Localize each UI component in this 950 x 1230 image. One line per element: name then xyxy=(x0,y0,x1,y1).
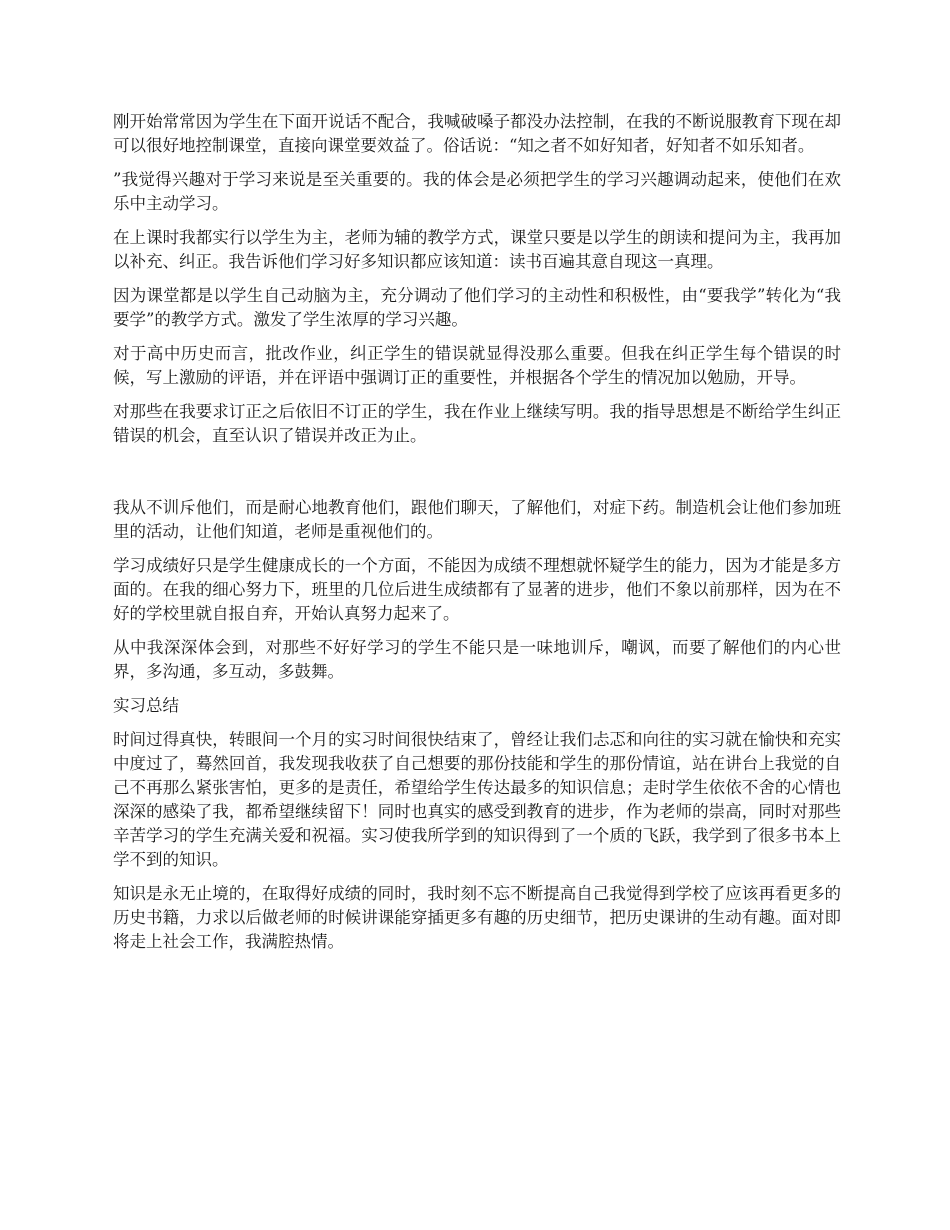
paragraph-classroom-control: 刚开始常常因为学生在下面开说话不配合，我喊破嗓子都没办法控制，在我的不断说服教育下现在却可以很好地控制课堂，直接向课堂要效益了。俗话说：“知之者不如好知者，好知者不如乐知者。 xyxy=(113,112,841,155)
paragraph-homework-correction: 对于高中历史而言，批改作业，纠正学生的错误就显得没那么重要。但我在纠正学生每个错误的时候，写上激励的评语，并在评语中强调订正的重要性，并根据各个学生的情况加以勉励，开导。 xyxy=(113,344,841,387)
paragraph-follow-up: 对那些在我要求订正之后依旧不订正的学生，我在作业上继续写明。我的指导思想是不断给学生纠正错误的机会，直至认识了错误并改正为止。 xyxy=(113,402,841,445)
document-page xyxy=(113,110,841,964)
paragraph-student-initiative: 因为课堂都是以学生自己动脑为主，充分调动了他们学习的主动性和积极性，由“要我学”转化为“我要学”的教学方式。激发了学生浓厚的学习兴趣。 xyxy=(113,286,841,329)
paragraph-patience: 我从不训斥他们，而是耐心地教育他们，跟他们聊天，了解他们，对症下药。制造机会让他们参加班里的活动，让他们知道，老师是重视他们的。 xyxy=(113,498,841,541)
paragraph-grades: 学习成绩好只是学生健康成长的一个方面，不能因为成绩不理想就怀疑学生的能力，因为才能是多方面的。在我的细心努力下，班里的几位后进生成绩都有了显著的进步，他们不象以前那样，因为在不好的学校里就自报自弃，开始认真努力起来了。 xyxy=(113,556,841,623)
section-heading: 实习总结 xyxy=(113,696,179,715)
section-gap xyxy=(113,458,841,496)
paragraph-interest: ”我觉得兴趣对于学习来说是至关重要的。我的体会是必须把学生的学习兴趣调动起来，使他们在欢乐中主动学习。 xyxy=(113,170,841,213)
paragraph-reflection: 从中我深深体会到，对那些不好好学习的学生不能只是一味地训斥，嘲讽，而要了解他们的内心世界，多沟通，多互动，多鼓舞。 xyxy=(113,638,841,681)
paragraph-teaching-method: 在上课时我都实行以学生为主，老师为辅的教学方式，课堂只要是以学生的朗读和提问为主，我再加以补充、纠正。我告诉他们学习好多知识都应该知道：读书百遍其意自现这一真理。 xyxy=(113,228,841,271)
paragraph-conclusion: 知识是永无止境的，在取得好成绩的同时，我时刻不忘不断提高自己我觉得到学校了应该再看更多的历史书籍，力求以后做老师的时候讲课能穿插更多有趣的历史细节，把历史课讲的生动有趣。面对即将走上社会工作，我满腔热情。 xyxy=(113,884,841,951)
paragraph-summary: 时间过得真快，转眼间一个月的实习时间很快结束了，曾经让我们忐忑和向往的实习就在愉快和充实中度过了，蓦然回首，我发现我收获了自己想要的那份技能和学生的那份情谊，站在讲台上我觉的自己不再那么紧张害怕，更多的是责任，希望给学生传达最多的知识信息；走时学生依依不舍的心情也深深的感染了我，都希望继续留下！同时也真实的感受到教育的进步，作为老师的崇高，同时对那些辛苦学习的学生充满关爱和祝福。实习使我所学到的知识得到了一个质的飞跃，我学到了很多书本上学不到的知识。 xyxy=(113,730,841,869)
